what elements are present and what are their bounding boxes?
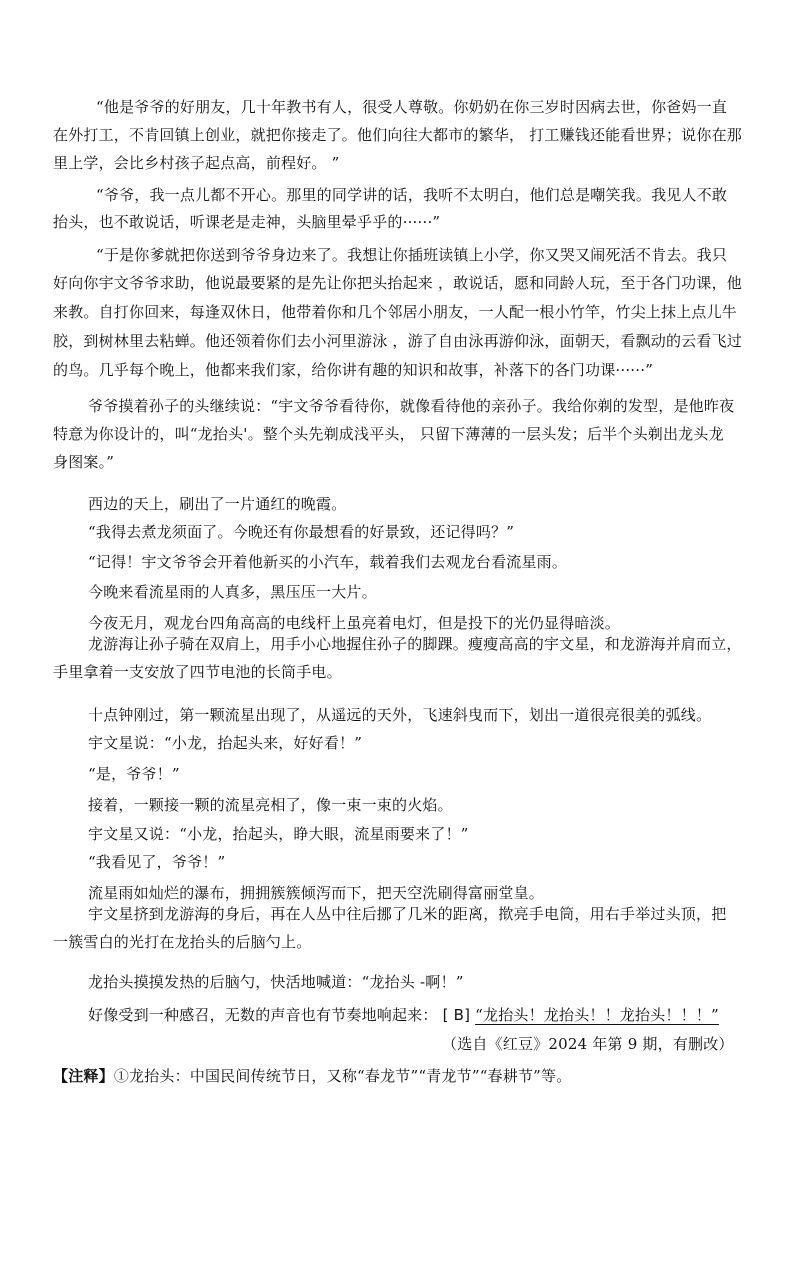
answer-bracket: [ B] (442, 1006, 471, 1024)
text-line: 一簇雪白的光打在龙抬头的后脑勺上。 (53, 933, 312, 951)
text-line: “于是你爹就把你送到爷爷身边来了。我想让你插班读镇上小学，你又哭又闹死活不肯去。我只 (96, 246, 728, 264)
source-citation: （选自《红豆》2024 年第 9 期，有删改） (442, 1035, 734, 1053)
text-line: “是，爷爷！” (88, 765, 180, 783)
text-line: 十点钟刚过，第一颗流星出现了，从遥远的天外，飞速斜曳而下，划出一道很亮很美的弧线。 (88, 706, 712, 724)
text-line: 胶，到树林里去粘蝉。他还领着你们去小河里游泳 ，游了自由泳再游仰泳，面朝天，看飘动的云看飞过 (53, 332, 742, 350)
text-line: “我看见了，爷爷！” (88, 853, 226, 871)
last-line (88, 1005, 719, 1025)
text-line: “爷爷，我一点儿都不开心。那里的同学讲的话，我听不太明白，他们总是嘲笑我。我见人不敢 (96, 186, 728, 204)
answer-text: “龙抬头！龙抬头！！龙抬头！！！” (475, 1006, 719, 1024)
text-line: “他是爷爷的好朋友，几十年教书有人，很受人尊敬。你奶奶在你三岁时因病去世，你爸妈一直 (96, 98, 728, 116)
text-line: 流星雨如灿烂的瀑布，拥拥簇簇倾泻而下，把天空洗刷得富丽堂皇。 (88, 884, 545, 902)
text-line: 身图案。” (53, 453, 115, 471)
last-line-prefix: 好像受到一种感召，无数的声音也有节奏地响起来： (88, 1006, 438, 1024)
text-line: 今夜无月，观龙台四角高高的电线杆上虽亮着电灯，但是投下的光仍显得暗淡。 (88, 614, 621, 632)
text-line: 特意为你设计的，叫“龙抬头'。整个头先剃成浅平头， 只留下薄薄的一层头发；后半个头剃出龙头龙 (53, 425, 724, 443)
text-line: 抬头，也不敢说话，听课老是走神，头脑里晕乎乎的······” (53, 213, 441, 231)
text-line: 西边的天上，刷出了一片通红的晚霞。 (88, 495, 347, 513)
annotation-head: 【注释】 (53, 1067, 114, 1085)
annotation-text: ①龙抬头：中国民间传统节日，又称“春龙节”“青龙节”“春耕节”等。 (113, 1067, 572, 1085)
text-line: “我得去煮龙须面了。今晚还有你最想看的好景致，还记得吗？” (88, 523, 515, 541)
text-line: 爷爷摸着孙子的头继续说：“宇文爷爷看待你，就像看待他的亲孙子。我给你剃的发型，是他昨夜 (88, 397, 735, 415)
text-line: “记得！宇文爷爷会开着他新买的小汽车，载着我们去观龙台看流星雨。 (88, 553, 568, 571)
annotation (53, 1066, 571, 1086)
text-line: 手里拿着一支安放了四节电池的长筒手电。 (53, 663, 342, 681)
text-line: 龙游海让孙子骑在双肩上，用手小心地握住孙子的脚踝。瘦瘦高高的宇文星，和龙游海并肩而立， (88, 635, 742, 653)
text-line: 来教。自打你回来，每逢双休日，他带着你和几个邻居小朋友，一人配一根小竹竿，竹尖上抹上点儿牛 (53, 303, 738, 321)
text-line: 今晚来看流星雨的人真多，黑压压一大片。 (88, 583, 377, 601)
text-line: 宇文星挤到龙游海的身后，再在人丛中往后挪了几米的距离，揿亮手电筒，用右手举过头顶，把 (88, 905, 727, 923)
text-line: 在外打工，不肯回镇上创业，就把你接走了。他们向往大都市的繁华， 打工赚钱还能看世界；说你在那 (53, 126, 742, 144)
text-line: 好向你宇文爷爷求助，他说最要紧的是先让你把头抬起来 ，敢说话，愿和同龄人玩，至于各门功课，他 (53, 274, 742, 292)
text-line: 宇文星又说：“小龙，抬起头，睁大眼，流星雨要来了！” (88, 825, 469, 843)
text-line: 接着，一颗接一颗的流星亮相了，像一束一束的火焰。 (88, 796, 453, 814)
text-line: 的鸟。几乎每个晚上，他都来我们家，给你讲有趣的知识和故事，补落下的各门功课······” (53, 361, 654, 379)
text-line: 宇文星说：“小龙，抬起头来，好好看！” (88, 734, 363, 752)
text-line: 里上学，会比乡村孩子起点高，前程好。 ” (53, 154, 340, 172)
text-line: 龙抬头摸摸发热的后脑勺，快活地喊道：“龙抬头 -啊！” (88, 973, 464, 991)
